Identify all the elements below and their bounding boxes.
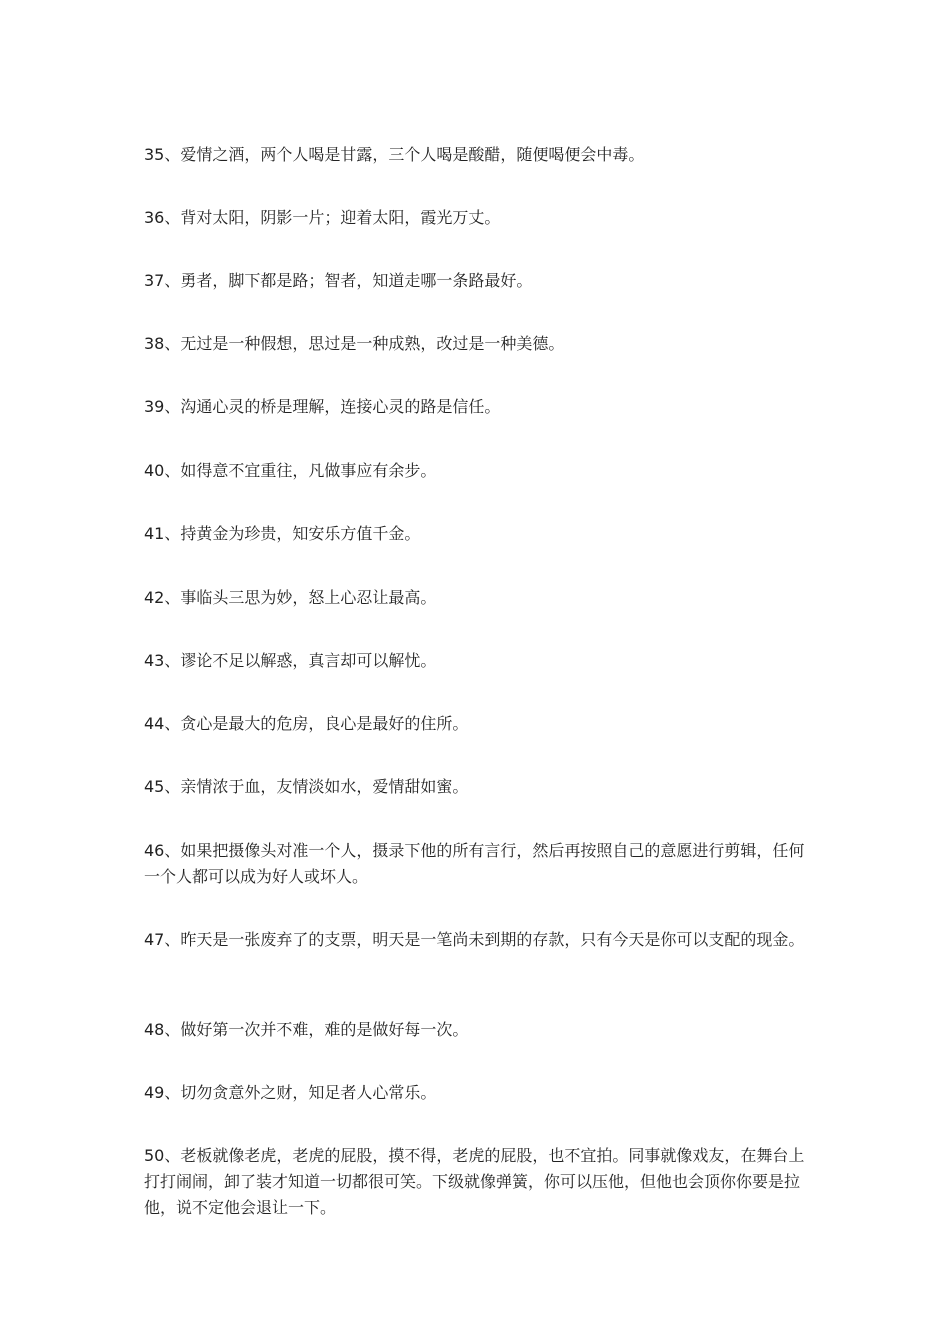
quote-36: 36、背对太阳，阴影一片；迎着太阳，霞光万丈。: [144, 208, 501, 227]
quote-40: 40、如得意不宜重往，凡做事应有余步。: [144, 461, 437, 480]
quote-38: 38、无过是一种假想，思过是一种成熟，改过是一种美德。: [144, 334, 565, 353]
quote-48: 48、做好第一次并不难，难的是做好每一次。: [144, 1020, 469, 1039]
quote-41: 41、持黄金为珍贵，知安乐方值千金。: [144, 524, 421, 543]
quote-43: 43、谬论不足以解惑，真言却可以解忧。: [144, 651, 437, 670]
quote-44: 44、贪心是最大的危房，良心是最好的住所。: [144, 714, 469, 733]
quote-42: 42、事临头三思为妙，怒上心忍让最高。: [144, 588, 437, 607]
quote-50: 50、老板就像老虎，老虎的屁股，摸不得，老虎的屁股，也不宜拍。同事就像戏友，在舞台上打打闹闹，卸了装才知道一切都很可笑。下级就像弹簧，你可以压他，但他也会顶你你要是拉他，说不定他会退让一下。: [144, 1146, 805, 1217]
quote-47: 47、昨天是一张废弃了的支票，明天是一笔尚未到期的存款，只有今天是你可以支配的现金。: [144, 930, 805, 949]
quote-37: 37、勇者，脚下都是路；智者，知道走哪一条路最好。: [144, 271, 533, 290]
quote-45: 45、亲情浓于血，友情淡如水，爱情甜如蜜。: [144, 777, 469, 796]
quote-49: 49、切勿贪意外之财，知足者人心常乐。: [144, 1083, 437, 1102]
quote-39: 39、沟通心灵的桥是理解，连接心灵的路是信任。: [144, 397, 501, 416]
quote-35: 35、爱情之酒，两个人喝是甘露，三个人喝是酸醋，随便喝便会中毒。: [144, 145, 645, 164]
quote-46: 46、如果把摄像头对准一个人，摄录下他的所有言行，然后再按照自己的意愿进行剪辑，任何一个人都可以成为好人或坏人。: [144, 841, 805, 886]
